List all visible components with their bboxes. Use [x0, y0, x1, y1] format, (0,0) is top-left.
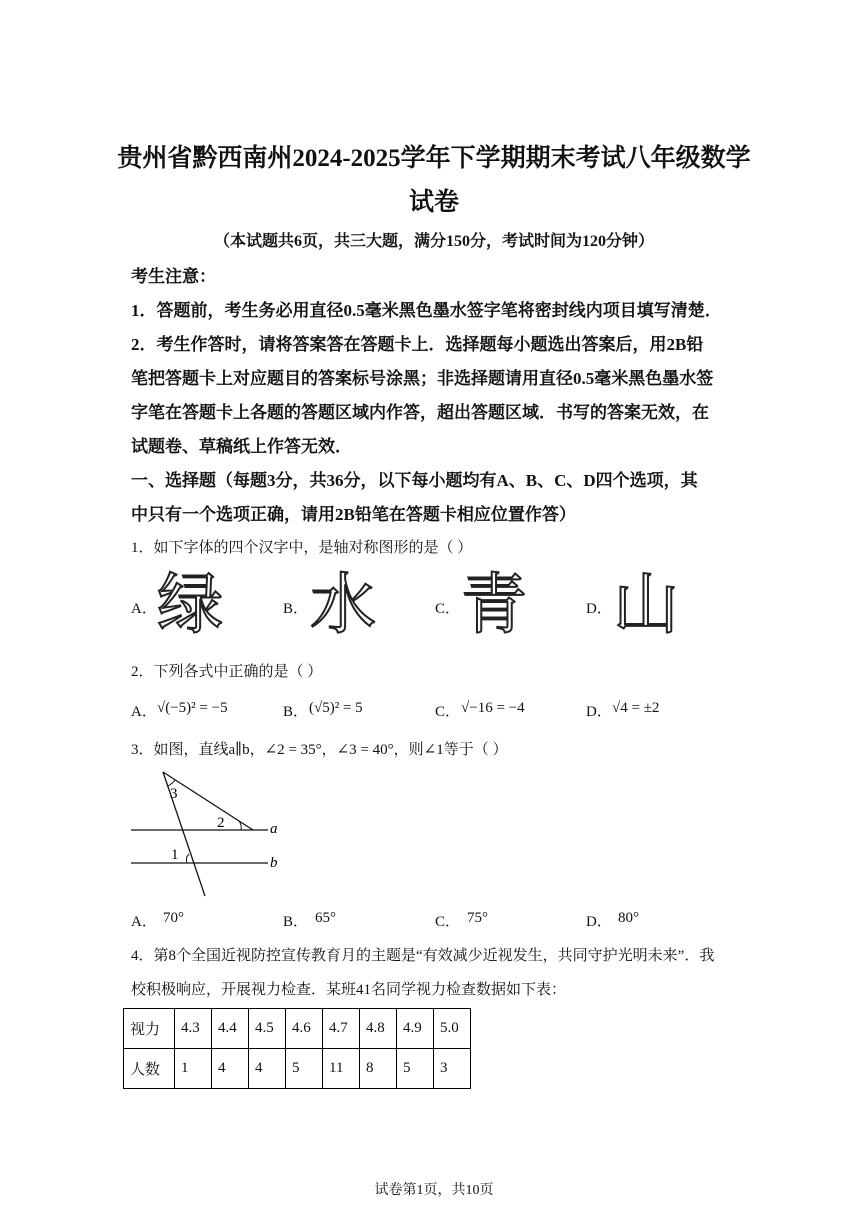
table-cell: 3: [434, 1049, 471, 1089]
table-cell: 5.0: [434, 1009, 471, 1049]
q3-label-a: a: [270, 821, 278, 837]
section1-line2: 中只有一个选项正确，请用2B铅笔在答题卡相应位置作答）: [131, 505, 576, 524]
table-cell: 4.7: [323, 1009, 360, 1049]
table-header-cell: 人数: [124, 1049, 175, 1089]
q3-label-2: 2: [217, 815, 225, 831]
q2-option-a-label: A．: [131, 704, 157, 720]
q3-stem: 3．如图，直线a∥b，∠2 = 35°，∠3 = 40°，则∠1等于（ ）: [131, 742, 508, 758]
q3-label-1: 1: [171, 847, 179, 863]
page-footer: 试卷第1页，共10页: [374, 1183, 494, 1198]
q2-option-c-label: C．: [435, 704, 461, 720]
q3-option-d-label: D．: [586, 914, 612, 930]
table-cell: 5: [286, 1049, 323, 1089]
q1-stem: 1．如下字体的四个汉字中，是轴对称图形的是（ ）: [131, 540, 473, 556]
q3-label-b: b: [270, 855, 278, 871]
q4-line2: 校积极响应，开展视力检查．某班41名同学视力检查数据如下表：: [131, 982, 567, 998]
q1-option-c-glyph: 青: [461, 566, 527, 643]
table-cell: 4.9: [397, 1009, 434, 1049]
table-row: [124, 1049, 471, 1089]
q3-option-c-label: C．: [435, 914, 461, 930]
table-cell: 4.3: [175, 1009, 212, 1049]
notice-heading: 考生注意：: [131, 267, 216, 286]
q3-option-d-value: 80°: [618, 910, 639, 926]
q3-option-a-value: 70°: [163, 910, 184, 926]
q1-option-b-glyph: 水: [310, 566, 376, 643]
q1-option-b-label: B．: [283, 601, 309, 617]
q3-angle1-arc: [186, 854, 189, 863]
q2-option-d-label: D．: [586, 704, 612, 720]
q2-option-a-expr: √(−5)² = −5: [157, 700, 228, 716]
q3-option-b-value: 65°: [315, 910, 336, 926]
table-cell: 4.5: [249, 1009, 286, 1049]
q2-option-b-label: B．: [283, 704, 309, 720]
q2-stem: 2．下列各式中正确的是（ ）: [131, 664, 323, 680]
table-cell: 11: [323, 1049, 360, 1089]
section1-line1: 一、选择题（每题3分，共36分，以下每小题均有A、B、C、D四个选项，其: [131, 471, 698, 490]
table-cell: 4: [249, 1049, 286, 1089]
q1-option-d-glyph: 山: [613, 566, 679, 643]
notice-item-2-line4: 试题卷、草稿纸上作答无效．: [131, 437, 352, 456]
q3-label-3: 3: [170, 786, 178, 802]
q3-option-b-label: B．: [283, 914, 309, 930]
table-cell: 1: [175, 1049, 212, 1089]
q4-line1: 4．第8个全国近视防控宣传教育月的主题是“有效减少近视发生，共同守护光明未来”．我: [131, 948, 715, 964]
table-cell: 4.8: [360, 1009, 397, 1049]
q1-option-c-label: C．: [435, 601, 461, 617]
q2-option-d-expr: √4 = ±2: [612, 700, 660, 716]
page-title-line2: 试卷: [408, 189, 459, 216]
q3-figure: [125, 766, 295, 900]
q4-vision-table: [123, 1008, 471, 1089]
table-cell: 4: [212, 1049, 249, 1089]
table-cell: 4.4: [212, 1009, 249, 1049]
table-cell: 4.6: [286, 1009, 323, 1049]
q3-option-a-label: A．: [131, 914, 157, 930]
exam-info: （本试题共6页，共三大题，满分150分，考试时间为120分钟）: [213, 233, 654, 250]
table-cell: 5: [397, 1049, 434, 1089]
table-header-cell: 视力: [124, 1009, 175, 1049]
notice-item-2-line3: 字笔在答题卡上各题的答题区域内作答，超出答题区域．书写的答案无效，在: [131, 403, 709, 422]
q2-option-b-expr: (√5)² = 5: [309, 700, 363, 716]
q1-option-d-label: D．: [586, 601, 612, 617]
q3-option-c-value: 75°: [467, 910, 488, 926]
q1-option-a-glyph: 绿: [157, 566, 223, 643]
table-row: [124, 1009, 471, 1049]
q1-option-a-label: A．: [131, 601, 157, 617]
q2-option-c-expr: √−16 = −4: [461, 700, 525, 716]
notice-item-1: 1．答题前，考生务必用直径0.5毫米黑色墨水签字笔将密封线内项目填写清楚．: [131, 301, 722, 320]
notice-item-2-line1: 2．考生作答时，请将答案答在答题卡上．选择题每小题选出答案后，用2B铅: [131, 335, 704, 354]
notice-item-2-line2: 笔把答题卡上对应题目的答案标号涂黑；非选择题请用直径0.5毫米黑色墨水签: [131, 369, 714, 388]
page-title-line1: 贵州省黔西南州2024-2025学年下学期期末考试八年级数学: [117, 145, 751, 172]
table-cell: 8: [360, 1049, 397, 1089]
